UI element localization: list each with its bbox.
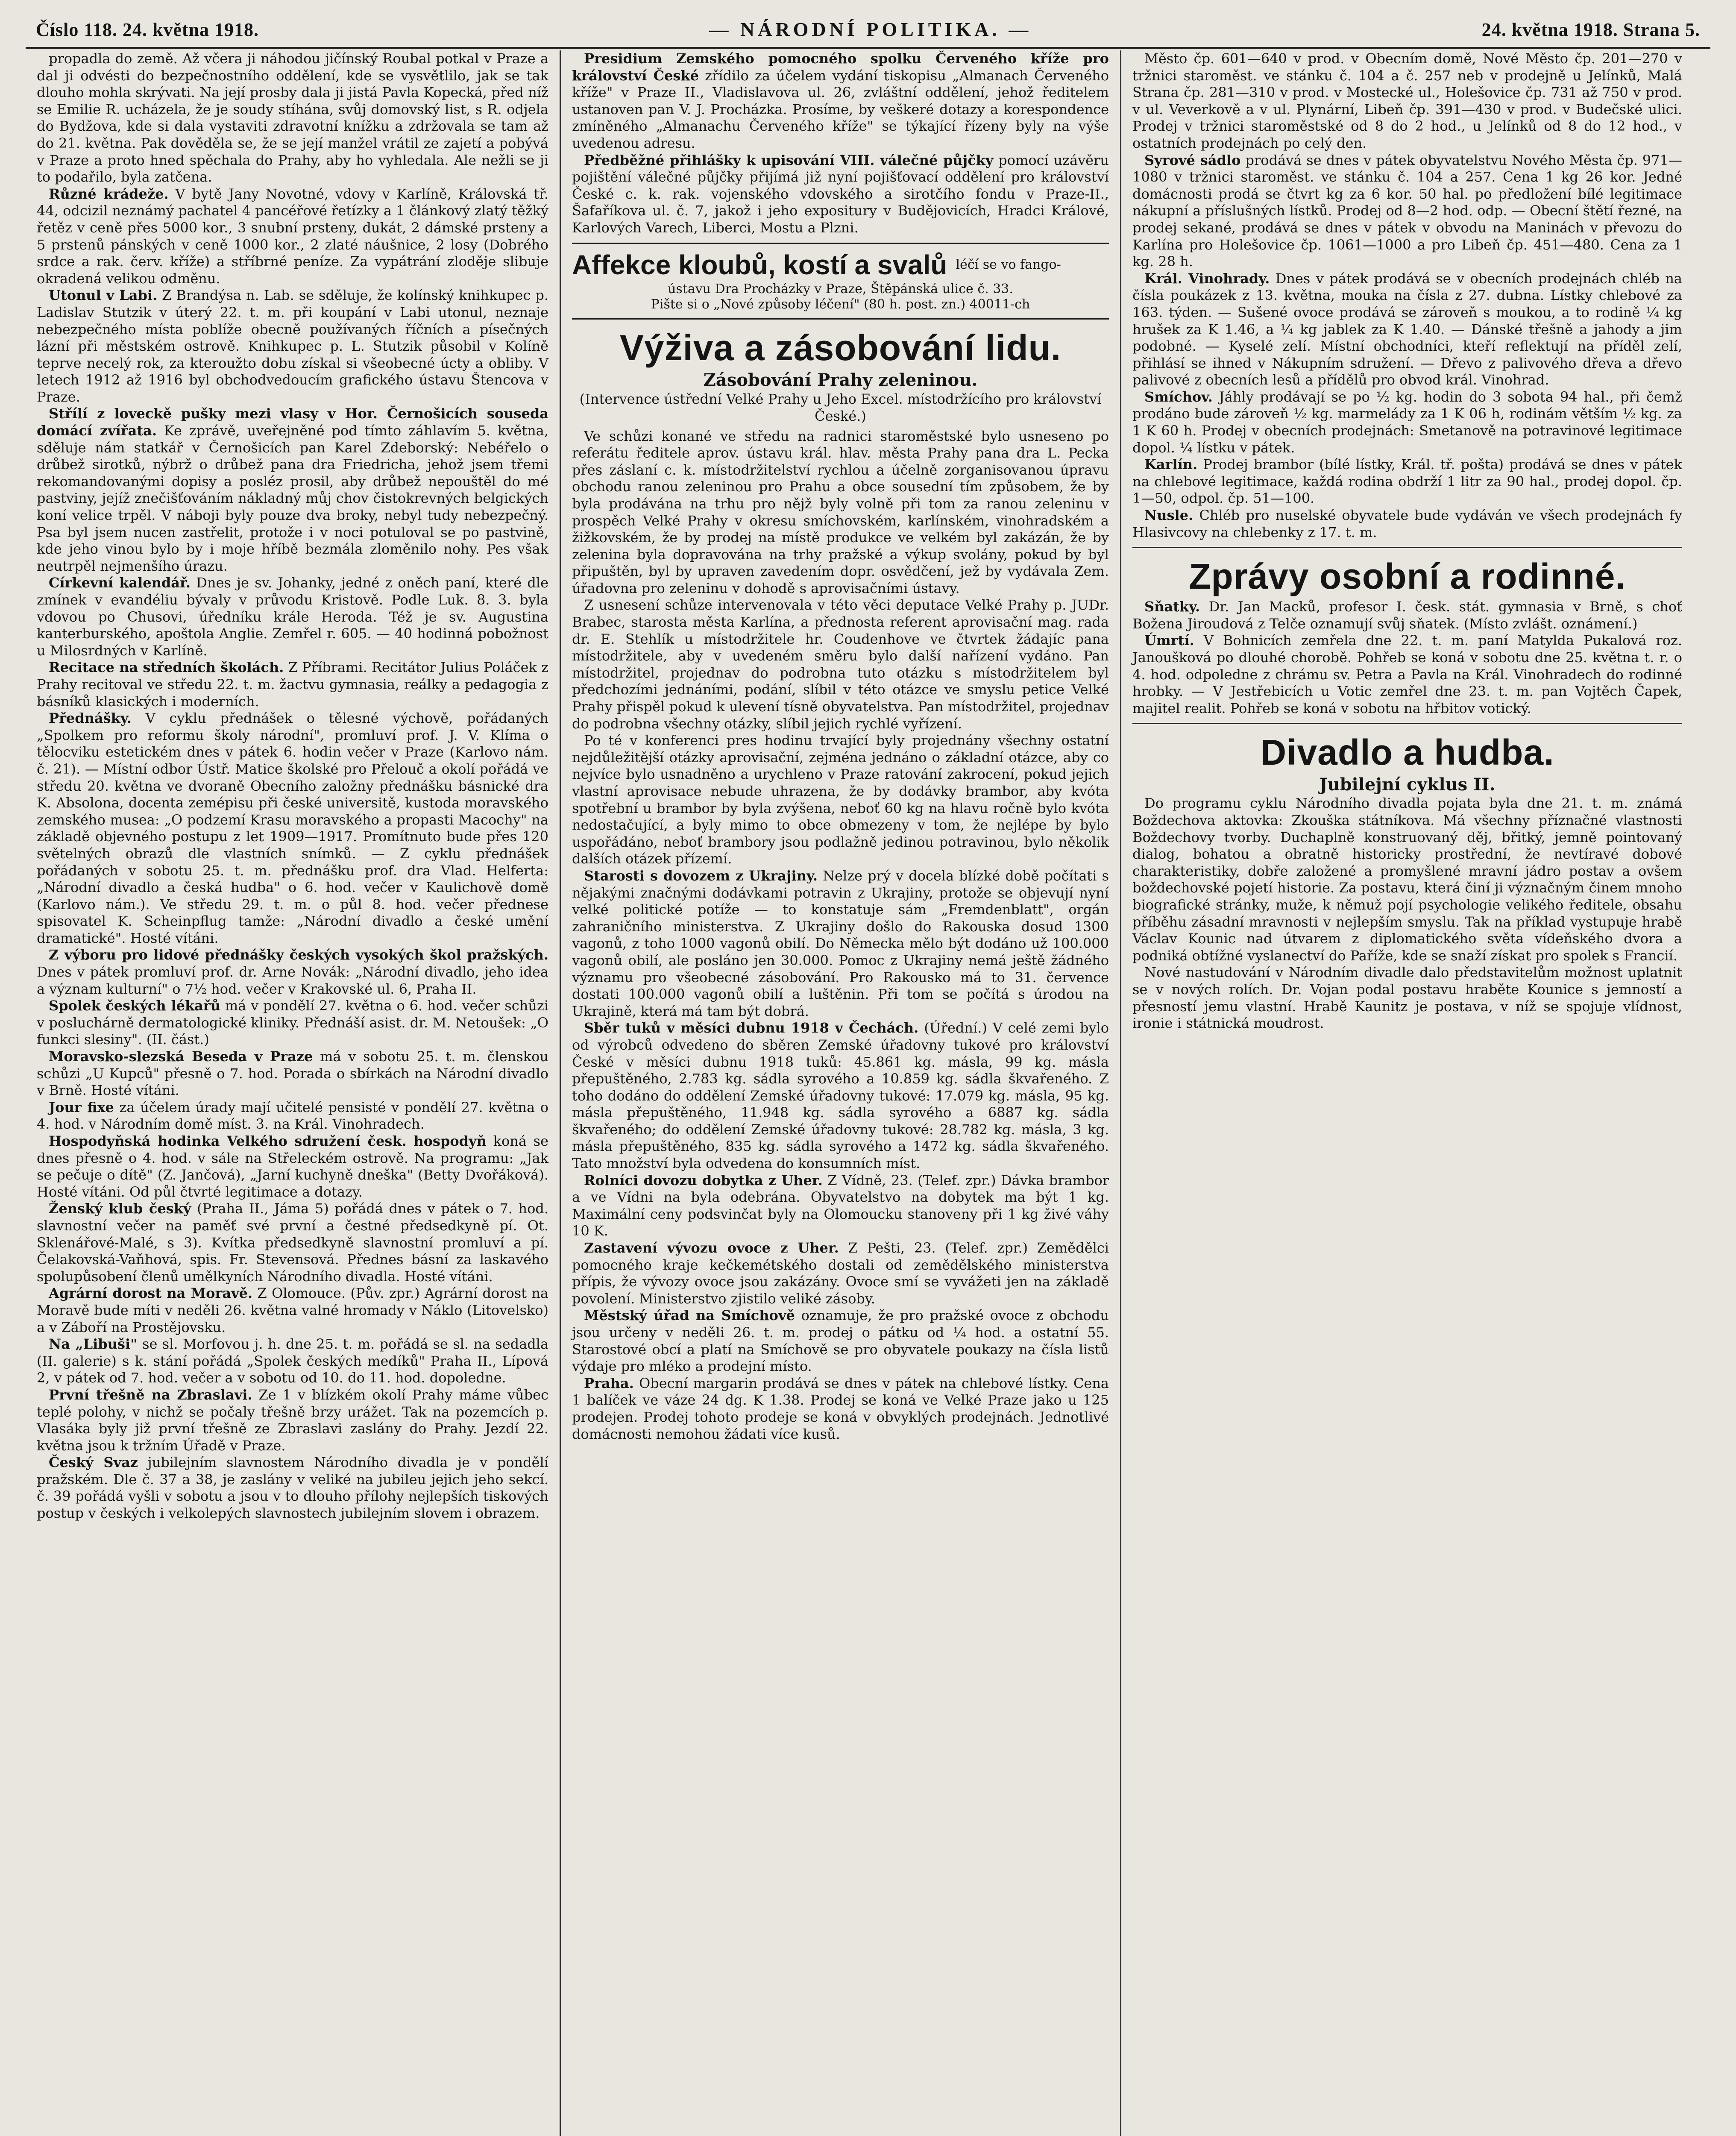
article-text: V bytě Jany Novotné, vdovy v Karlíně, Královská tř. 44, odcizil neznámý pachatel 4 pancéřové řetízky a 1 článkový zlatý těžký řetěz v ceně přes 5000 kor., 3 snubní prsteny, dukát, 2 dámské prsteny a 5 prstenů pánských v ceně 1000 kor., 2 zlaté náušnice, 2 losy (Dobrého srdce a rak. červ. kříže) a stříbrné peníze. Za vypátrání zloděje slibuje okradená velikou odměnu. bbox=[37, 185, 549, 287]
article-text: oznamuje, že pro pražské ovoce z obchodu jsou určeny v neděli 26. t. m. prodej o pátku od ¼ hod. a ostatní 55. Starostové obcí a platí na Smíchově se pro obyvatele poukazy na čísla listů výdaje pro mléko a prodejní místo. bbox=[572, 1307, 1109, 1375]
article-text: pomocí uzávěru pojištění válečné půjčky přijímá již nyní pojišťovací oddělení pro království České c. k. rak. vojenského vdovského a sirotčího fondu v Praze-II., Šafaříkova ul. č. 7, jakož i jeho expositury v Budějovicích, Hradci Králové, Karlových Varech, Liberci, Mostu a Plzni. bbox=[572, 152, 1109, 236]
article-paragraph bbox=[37, 287, 548, 405]
article-paragraph bbox=[572, 1307, 1109, 1375]
divider bbox=[1132, 723, 1682, 724]
column-2 bbox=[560, 50, 1120, 2136]
article-text: Z Příbrami. Recitátor Julius Poláček z Prahy recitoval ve středu 22. t. m. žactvu gymnasia, reálky a pedagogia z básníků klasických i moderních. bbox=[37, 659, 549, 710]
article-paragraph bbox=[572, 732, 1109, 868]
article-paragraph bbox=[572, 1172, 1109, 1240]
article-paragraph bbox=[37, 186, 548, 288]
article-text: Z Olomouce. (Pův. zpr.) Agrární dorost na Moravě bude míti v neděli 26. května valné hromady v Náklo (Litovelsko) a v Záboří na Prostějovsku. bbox=[37, 1285, 549, 1335]
article-paragraph bbox=[1132, 152, 1682, 270]
article-paragraph bbox=[1132, 50, 1682, 152]
article-text: V cyklu přednášek o tělesné výchově, pořádaných „Spolkem pro reformu školy národní", promluví prof. J. V. Klíma o tělocviku estetickém dnes v pátek 6. hodin večer v Praze (Karlovo nám. č. 21). — Místní odbor Ústř. Matice školské pro Přelouč a okolí pořádá ve středu 20. května ve dvoraně Obecního založny přednášku básnické dra K. Absolona, docenta zemépisu při české universitě, kustoda moravského zemského musea: „O podzemí Krasu moravského a propasti Macochy" na základě objevného postupu z let 1909—1917. Promítnuto bude přes 120 světelných obrazů dle vlastních snímků. — Z cyklu přednášek pořádaných v sobotu 25. t. m. přednášku prof. dra Vlad. Helferta: „Národní divadlo a česká hudba" o 6. hod. večer v Kaulichově domě (Karlovo nám.). Ve středu 29. t. m. o půl 8. hod. večer přednese spisovatel K. Scheinpflug tamže: „Národní divadlo a české umění dramatické". Hosté vítáni. bbox=[37, 710, 549, 946]
article-paragraph bbox=[37, 998, 548, 1048]
article-headline: Karlín. bbox=[1144, 456, 1198, 473]
article-text: zřídilo za účelem vydání tiskopisu „Almanach Červeného kříže" v Praze II., Vladislavova ul. 26, zvláštní oddělení, jehož ředitelem ustanoven pan V. J. Procházka. Prosíme, by veškeré dotazy a korespondence zmíněného „Almanachu Červeného kříže" se týkající řízeny byly na výše uvedenou adresu. bbox=[572, 67, 1109, 151]
article-headline: První třešně na Zbraslavi. bbox=[49, 1386, 252, 1403]
article-paragraph bbox=[572, 1375, 1109, 1443]
article-headline: Úmrtí. bbox=[1144, 632, 1194, 649]
article-headline: Zastavení vývozu ovoce z Uher. bbox=[584, 1240, 839, 1256]
section-title-divadlo: Divadlo a hudba. bbox=[1260, 732, 1554, 773]
article-headline: Sběr tuků v měsíci dubnu 1918 v Čechách. bbox=[584, 1020, 919, 1036]
article-paragraph bbox=[37, 50, 548, 186]
article-headline: Agrární dorost na Moravě. bbox=[49, 1285, 253, 1302]
article-paragraph bbox=[1132, 456, 1682, 507]
section-title-zpravy: Zprávy osobní a rodinné. bbox=[1189, 556, 1626, 597]
article-text: Z Vídně, 23. (Telef. zpr.) Dávka brambor a ve Vídni na byla odebrána. Obyvatelstvo na dobytek ma být 1 kg. Maximální ceny podsvinčat byly na Olomoucku stanoveny při 1 kg živé váhy 10 K. bbox=[572, 1172, 1109, 1239]
issue-info: Číslo 118. 24. května 1918. bbox=[36, 19, 259, 40]
article-paragraph bbox=[37, 575, 548, 659]
article-headline: Z výboru pro lidové přednášky českých vysokých škol pražských. bbox=[49, 947, 548, 963]
divider bbox=[1132, 547, 1682, 548]
personal-news bbox=[1132, 599, 1682, 717]
article-headline: Nusle. bbox=[1144, 507, 1194, 524]
article-text: za účelem úrady mají učitelé pensisté v pondělí 27. května o 4. hod. v Národním domě míst. 3. na Král. Vinohradech. bbox=[37, 1099, 549, 1133]
article-text: Po té v konferenci pres hodinu trvající byly projednány všechny ostatní nejdůležitější otázky aprovisační, zejména jednáno o základní otázce, aby co nejvíce bylo usnadněno a urychleno v Praze ratování zakrocení, pokud jejich vlastní aprovisace nebude uhrazena, že by dodávky brambor, aby kvóta spotřební u brambor by byla zvýšena, neboť 60 kg na hlavu ročně bylo kvóta nedostačující, a byly mimo to obce obmezeny v tom, že nejlépe by bylo uspořádáno, neboť brambory jsou podlažně jedinou potravinou, bylo několik dalších otázek přízemí. bbox=[572, 732, 1109, 867]
article-text: Z Pešti, 23. (Telef. zpr.) Zemědělci pomocného kraje kečkemétského dostali od zemědělského ministerstva přípis, že vývozy ovoce jsou zakázány. Ovoce smí se vyvážeti jen na základě povolení. Ministerstvo zjistilo veliké zásoby. bbox=[572, 1240, 1109, 1307]
article-text: Prodej brambor (bílé lístky, Král. tř. pošta) prodává se dnes v pátek na chlebové legitimace, každá rodina obdrží 1 litr za 90 hal., prodej dopol. čp. 1—50, odpol. čp. 51—100. bbox=[1132, 456, 1683, 507]
article-text: Dnes je sv. Johanky, jedné z oněch paní, které dle zmínek v evandéliu bývaly v průvodu Kristově. Podle Luk. 8. 3. byla vdovou po Chusovi, úředníku krále Heroda. Též je sv. Augustina kanterburského, apoštola Anglie. Zemřel r. 605. — 40 hodinná pobožnost u Milosrdných v Karlíně. bbox=[37, 575, 549, 659]
article-paragraph bbox=[1132, 632, 1682, 717]
masthead bbox=[26, 12, 1710, 49]
article-text: má v pondělí 27. května o 6. hod. večer schůzi v posluchárně dermatologické kliniky. Přednáší asist. dr. M. Netoušek: „O funkci slesiny". (II. část.) bbox=[37, 998, 549, 1048]
article-paragraph bbox=[37, 1285, 548, 1336]
divider bbox=[572, 243, 1109, 244]
article-text: V Bohnicích zemřela dne 22. t. m. paní Matylda Pukalová roz. Janoušková po dlouhé chorobě. Pohřeb se koná v sobotu dne 25. května t. r. o 4. hod. odpoledne z chrámu sv. Petra a Pavla na Král. Vinohradech do rodinné hrobky. — V Jestřebicích u Votic zemřel dne 23. t. m. pan Vojtěch Čapek, majitel realit. Pohřeb se koná v sobotu na hřbitov votický. bbox=[1132, 632, 1683, 716]
newspaper-title: — NÁRODNÍ POLITIKA. — bbox=[709, 18, 1032, 40]
article-text: Obecní margarin prodává se dnes v pátek na chlebové lístky. Cena 1 balíček ve váze 24 dg. K 1.38. Prodej se koná ve Velké Praze jako u 125 prodejen. Prodej tohoto prodeje se koná v obvyklých prodejnách. Jednotlivé domácnosti nemohou žádati více kusů. bbox=[572, 1375, 1109, 1442]
review-paragraph: Nové nastudování v Národním divadle dalo představitelům možnost uplatnit se v nových rolích. Dr. Vojan podal postavu hraběte Kounice s jemností a přesností jemu vlastní. Hrabě Kaunitz je postava, v níž se spojuje vlídnost, ironie i státnická moudrost. bbox=[1132, 964, 1682, 1032]
article-headline: Smíchov. bbox=[1144, 388, 1213, 405]
article-headline: Jour fixe bbox=[49, 1099, 114, 1115]
article-headline: Král. Vinohrady. bbox=[1144, 270, 1270, 287]
article-paragraph bbox=[37, 1336, 548, 1387]
article-paragraph bbox=[37, 1048, 548, 1099]
article-paragraph bbox=[572, 868, 1109, 1020]
theatre-review bbox=[1132, 795, 1682, 1032]
article-text: (Úřední.) V celé zemi bylo od výrobců odvedeno do sběren Zemské úřadovny tukové pro království České v měsíci dubnu 1918 tuků: 45.861 kg. másla, 99 kg. másla přepuštěného, 2.783 kg. sádla syrového a 10.859 kg. sádla škvařeného. Z toho dodáno do oddělení Zemské úřadovny tukové: 17.079 kg. másla, 95 kg. másla přepuštěného, 11.948 kg. sádla syrového a 6887 kg. sádla škvařeného; do oddělení Zemské úřadovny tukové: 28.782 kg. másla, 3 kg. másla přepuštěného, 835 kg. sádla syrového a 1472 kg. sádla škvařeného. Tato množství byla odvedena do konsumních míst. bbox=[572, 1020, 1109, 1172]
ad-headline: Affekce kloubů, kostí a svalů bbox=[572, 249, 947, 280]
article-paragraph bbox=[37, 710, 548, 947]
article-paragraph bbox=[572, 428, 1109, 597]
review-paragraph: Do programu cyklu Národního divadla pojata byla dne 21. t. m. známá Boždechova aktovka: Zkouška státníkova. Má všechny příznačné vlastnosti Boždechovy tvorby. Duchaplně konstruovaný děj, břitký, jemně pointovaný dialog, bohatou a obratně historicky prostřední, že nevtíravé dobové charakteristiky, dobře založené a promyšlené mravní jádro postav a ovšem boždechovské pojetí historie. Za postavu, která činí ji význačným činem mnoho biografické stránky, muže, k němuž pojí psychologie velikého ředitele, obsahu příběhu zásadní mravnosti v nejlepším smyslu. Tak na příklad vystupuje hrabě Václav Kounic nad útvarem z diplomatického světa vídeňského dvora a podniká obtížné vyslanectví do Paříže, kde se snaží získat pro spolek s Francií. bbox=[1132, 795, 1682, 964]
article-headline: Moravsko-slezská Beseda v Praze bbox=[49, 1048, 313, 1065]
section-note: (Intervence ústřední Velké Prahy u Jeho Excel. místodržícího pro království České.) bbox=[579, 390, 1102, 424]
article-text: Dnes v pátek promluví prof. dr. Arne Novák: „Národní divadlo, jeho idea a význam kulturní" o 7½ hod. večer v Krakovské ul. 6, Praha II. bbox=[37, 964, 548, 997]
section-subtitle-divadlo: Jubilejní cyklus II. bbox=[1319, 775, 1496, 795]
article-text: Z usnesení schůze intervenovala v této věci deputace Velké Prahy p. JUDr. Brabec, starosta města Karlína, a přednosta referent aprovisační mag. rada dr. E. Stehlík u místodržitele hr. Coudenhove ve čtvrtek žádajíc pana místodržitele, aby v uvedeném směru bylo další nařízení vydáno. Pan místodržitel, projednav do podrobna tuto otázku s místodržitelem byl předchozími jednáními, podání, slíbil v této otázce ve smyslu petice Velké Prahy přispěl pokud k ulevení tísně obyvatelstva. Pan místodržitel, projednav do podrobna všechny otázky, slíbil jejich rychlé vyřízení. bbox=[572, 597, 1109, 732]
article-text: jubilejním slavnostem Národního divadla je v pondělí pražském. Dle č. 37 a 38, je zaslány v veliké na jubileu jejich jeho sekcí. č. 39 pořádá vyšli v sobotu a jsou v to dlouho přílohy nejlepších tiskových postup v českých i velkolepých slavnostech jubilejním slovem i obrazem. bbox=[37, 1454, 549, 1522]
article-paragraph bbox=[37, 1200, 548, 1285]
article-text: má v sobotu 25. t. m. členskou schůzi „U Kupců" přesně o 7. hod. Porada o sbírkách na Národní divadlo v Brně. Hosté vítáni. bbox=[37, 1048, 549, 1099]
article-headline: Hospodyňská hodinka Velkého sdružení česk. hospodyň bbox=[49, 1133, 487, 1149]
article-paragraph bbox=[1132, 599, 1682, 632]
article-paragraph bbox=[37, 1387, 548, 1454]
article-text: Ze 1 v blízkém okolí Prahy máme vůbec teplé polohy, v nichž se počaly třešně brzy urážet. Tak na pozemcích p. Vlasáka byly již první třešně ze Zbraslavi zaslány do Prahy. Jezdí 22. května jsou k tržním Úřadě v Praze. bbox=[37, 1386, 549, 1454]
article-paragraph bbox=[572, 152, 1109, 237]
ad-line-1: ústavu Dra Procházky v Praze, Štěpánská ulice č. 33. bbox=[668, 281, 1013, 296]
article-paragraph bbox=[1132, 389, 1682, 456]
article-paragraph bbox=[572, 1020, 1109, 1172]
article-headline: Střílí z loveckě pušky mezi vlasy v Hor. Černošicích souseda domácí zvířata. bbox=[37, 405, 548, 439]
article-text: Jáhly prodávají se po ½ kg. hodin do 3 sobota 94 hal., při čemž prodáno bude zároveň ½ kg. marmelády za 1 K 06 h, rodinám větším ½ kg. za 1 K 60 h. Prodej v obecních prodejnách: Smetanově na potravinové legitimace dopol. ¼ lístku v pátek. bbox=[1132, 388, 1683, 456]
article-paragraph bbox=[37, 659, 548, 710]
article-headline: Rolníci dovozu dobytka z Uher. bbox=[584, 1172, 823, 1188]
article-text: (Praha II., Jáma 5) pořádá dnes v pátek o 7. hod. slavnostní večer na paměť své první a čestné předsedkyně pí. Ot. Sklenářové-Malé, s 3). Kvítka předsedkyně slavnostní promluví a pí. Čelakovská-Vaňhová, spis. Fr. Stevensová. Přednes básní za laskavého spolupůsobení členů umělkyních Národního divadla. Hosté vítáni. bbox=[37, 1200, 549, 1285]
article-text: Ve schůzi konané ve středu na radnici staroměstské bylo usneseno po referátu ředitele aprov. ústavu král. hlav. města Prahy pana dra L. Pecka přes záslaní c. k. místodržitelství rychlou a účelně zorganisovanou úpravu obchodu ranou zeleninou pro Prahu a obce sousední tím způsobem, že by byla prodávána na trhu pro nějž byly volně při tom za ranou zeleninu v prospěch Velké Prahy v okresu smíchovském, karlínském, vinohradském a žižkovském, že by prodej na místě produkce ve velkém byl zakázán, že by zelenina byla dopravována na trhy pražské a výkup svolány, pokud by byl připuštěn, byl by upraven zavedením dopr. osvědčení, jež by vydávala Zem. úřadovna pro zeleninu v dohodě s aprovisačními ústavy. bbox=[572, 428, 1109, 596]
article-paragraph bbox=[37, 1099, 548, 1133]
article-paragraph bbox=[37, 1454, 548, 1522]
article-headline: Církevní kalendář. bbox=[49, 575, 191, 591]
article-headline: Spolek českých lékařů bbox=[49, 998, 221, 1014]
article-headline: Ženský klub český bbox=[49, 1200, 191, 1217]
article-headline: Utonul v Labi. bbox=[49, 287, 158, 304]
article-headline: Přednášky. bbox=[49, 710, 132, 727]
column-2-top-notices bbox=[572, 50, 1109, 237]
article-paragraph bbox=[572, 1240, 1109, 1307]
column-2-body bbox=[572, 428, 1109, 1443]
article-text: koná se dnes přesně o 4. hod. v sále na Střeleckém ostrově. Na programu: „Jak se pečuje o dítě" (Z. Jančová), „Jarní kuchyně dneška" (Betty Dvořáková). Hosté vítáni. Od půl čtvrté legitimace a dotazy. bbox=[37, 1133, 549, 1200]
article-headline: Různé krádeže. bbox=[49, 185, 169, 202]
section-title-vyziva: Výživa a zásobování lidu. bbox=[619, 327, 1062, 368]
article-text: Z Brandýsa n. Lab. se sděluje, že kolínský knihkupec p. Ladislav Stutzik v úterý 22. t. m. při koupání v Labi utonul, neznaje nebezpečného místa poblíže obecně používaných říčních a písečných lázní při městském ostrově. Knihkupec p. L. Stutzik působil v Kolíně teprve necelý rok, za kteroužto dobu získal si všeobecné úcty a obliby. V letech 1912 až 1916 byl obchodvedoucím grafického ústavu Štencova v Praze. bbox=[37, 287, 549, 405]
article-text: Město čp. 601—640 v prod. v Obecním domě, Nové Město čp. 201—270 v tržnici staroměst. ve stánku č. 104 a č. 257 neb v prodejně u Jelínků, Malá Strana čp. 281—310 v prod. v Mostecké ul., Holešovice čp. 731 až 750 v prod. v ul. Veverkově a v ul. Plynární, Libeň čp. 391—430 v prod. v Budečské ulici. Prodej v tržnici staroměstské od 8 do 2 hod., u Jelínků od 8 do 12 hod., v ostatních prodejnách po celý den. bbox=[1132, 50, 1682, 151]
article-text: Chléb pro nuselské obyvatele bude vydáván ve všech prodejnách fy Hlasivcovy na chlebenky z 17. t. m. bbox=[1132, 507, 1683, 540]
article-headline: Na „Libuši" bbox=[49, 1336, 138, 1353]
article-headline: Presidium Zemského pomocného spolku Červeného kříže pro království České bbox=[572, 50, 1109, 84]
article-paragraph bbox=[37, 1133, 548, 1200]
article-headline: Český Svaz bbox=[49, 1454, 138, 1471]
article-headline: Praha. bbox=[584, 1375, 634, 1391]
column-3-top bbox=[1132, 50, 1682, 541]
article-text: Ke zprávě, uveřejněné pod tímto záhlavím 5. května, sděluje nám statkář v Černošicích pan Karel Zdeborský: Nebéřelo o drůbež sirotků, nýbrž o drůbež pana dra Friedricha, jehož jsem třemi rekomandovanými dopisy a posléz prosil, aby drůbež nepouštěl do mé pastviny, jejíž znečišťováním nákladný můj chov čistokrevných belgických koní velice trpěl. V náboji byly pouze dva broky, nebyl tudy nebezpečný. Psa byl jsem nucen zastřelit, protože i v noci potuloval se po pastvině, kde jeho vinou bylo by i moje hříbě bezmála zloměnilo nohy. Pes však neutrpěl nejmenšího úrazu. bbox=[37, 423, 549, 574]
article-text: se sl. Morfovou j. h. dne 25. t. m. pořádá se sl. na sedadla (II. galerie) s k. stání pořádá „Spolek českých medíků" Praha II., Lípová 2, v pátek od 7. hod. večer a v sobotu od 10. do 11. hod. dopoledne. bbox=[37, 1336, 549, 1386]
article-headline: Městský úřad na Smíchově bbox=[584, 1307, 795, 1324]
ad-line-2: Pište si o „Nové způsoby léčení" (80 h. post. zn.) 40011-ch bbox=[651, 296, 1030, 312]
article-headline: Starosti s dovozem z Ukrajiny. bbox=[584, 867, 818, 884]
page-info: 24. května 1918. Strana 5. bbox=[1481, 19, 1700, 40]
article-paragraph bbox=[1132, 507, 1682, 541]
article-headline: Recitace na středních školách. bbox=[49, 659, 284, 676]
article-headline: Sňatky. bbox=[1144, 599, 1200, 615]
article-text: Dr. Jan Macků, profesor I. česk. stát. gymnasia v Brně, s choť Božena Jiroudová z Telče oznamují svůj sňatek. (Místo zvlášt. oznámení.) bbox=[1132, 599, 1682, 632]
article-paragraph bbox=[572, 597, 1109, 732]
column-3 bbox=[1120, 50, 1693, 2136]
article-paragraph bbox=[572, 50, 1109, 152]
article-headline: Syrové sádlo bbox=[1144, 152, 1241, 168]
article-text: Nelze prý v docela blízké době počítati s nějakými značnými dodávkami potravin z Ukrajiny, protože se objevují nyní velké politické potíže — to konstatuje sám „Fremdenblatt", orgán zahraničního ministerstva. Z Ukrajiny došlo do Rakouska dosud 1300 vagonů, z toho 1000 vagonů obilí. Do Německa mělo být dodáno už 100.000 vagonů obilí, ale posláno jen 30.000. Pomoc z Ukrajiny nemá ještě žádného významu pro všeobecné zásobování. Pro Rakousko má to 31. července dostati 100.000 vagonů obilí a luštěnin. Při tom se počítá s úrodou na Ukrajině, která má tam být dobrá. bbox=[572, 867, 1109, 1019]
ad-side-text: léčí se vo fango- bbox=[956, 257, 1061, 272]
article-paragraph bbox=[1132, 270, 1682, 389]
article-paragraph bbox=[37, 405, 548, 575]
divider bbox=[572, 318, 1109, 320]
article-headline: Předběžné přihlášky k upisování VIII. válečné půjčky bbox=[584, 152, 994, 168]
article-text: propadla do země. Až včera ji náhodou jičínský Roubal potkal v Praze a dal ji odvésti do bezpečnostního oddělení, kde se vysvětlilo, jak se tak dlouho mohla skrývati. Na její prosby dala ji jistá Pavla Kopecká, před níž se Emilie R. ucházela, že je soudy stíhána, svůj domovský list, s R. odjela do Bydžova, kde si dala vystaviti zdravotní knížku a zdržovala se tam až do 21. května. Pak dověděla se, že se její manžel vrátil ze zajetí a pobývá v Praze a proto hned spěchala do Prahy, aby ho vyhledala. Ale nežli se ji to podařilo, byla zatčena. bbox=[37, 50, 548, 185]
column-1 bbox=[26, 50, 560, 2136]
section-subtitle: Zásobování Prahy zeleninou. bbox=[703, 370, 978, 390]
article-paragraph bbox=[37, 947, 548, 998]
advertisement bbox=[572, 250, 1109, 280]
article-text: Dnes v pátek prodává se v obecních prodejnách chléb na čísla poukázek z 13. května, mouka na čísla z 27. dubna. Lístky chlebové za 163. týden. — Sušené ovoce prodává se zároveň s moukou, a to rodině ¼ kg hrušek za K 1.46, a ¼ kg jablek za K 1.40. — Dánské třešně a jahody a jim podobné. — Kyselé zelí. Místní obchodníci, kteří reflektují na příděl zelí, přihlásí se ihned v Nákupním sdružení. — Dřevo z palivového dřeva a dřevo palivové z obecních lesů a přídělů pro obvod král. Vinohrad. bbox=[1132, 270, 1683, 388]
article-text: prodává se dnes v pátek obyvatelstvu Nového Města čp. 971—1080 v tržnici staroměst. ve stánku č. 104 a 257. Cena 1 kg 26 kor. Jedné domácnosti prodá se čtvrt kg za 6 kor. 50 hal. po předložení bílé legitimace nákupní a příslušných lístků. Prodej od 8—2 hod. odp. — Obecní štětí řezné, na prodej sekané, prodává se dnes v pátek v obvodu na Maninách v převozu do Karlína pro Holešovice čp. 1061—1000 a pro Libeň čp. 451—480. Cena za 1 kg. 28 h. bbox=[1132, 152, 1683, 270]
